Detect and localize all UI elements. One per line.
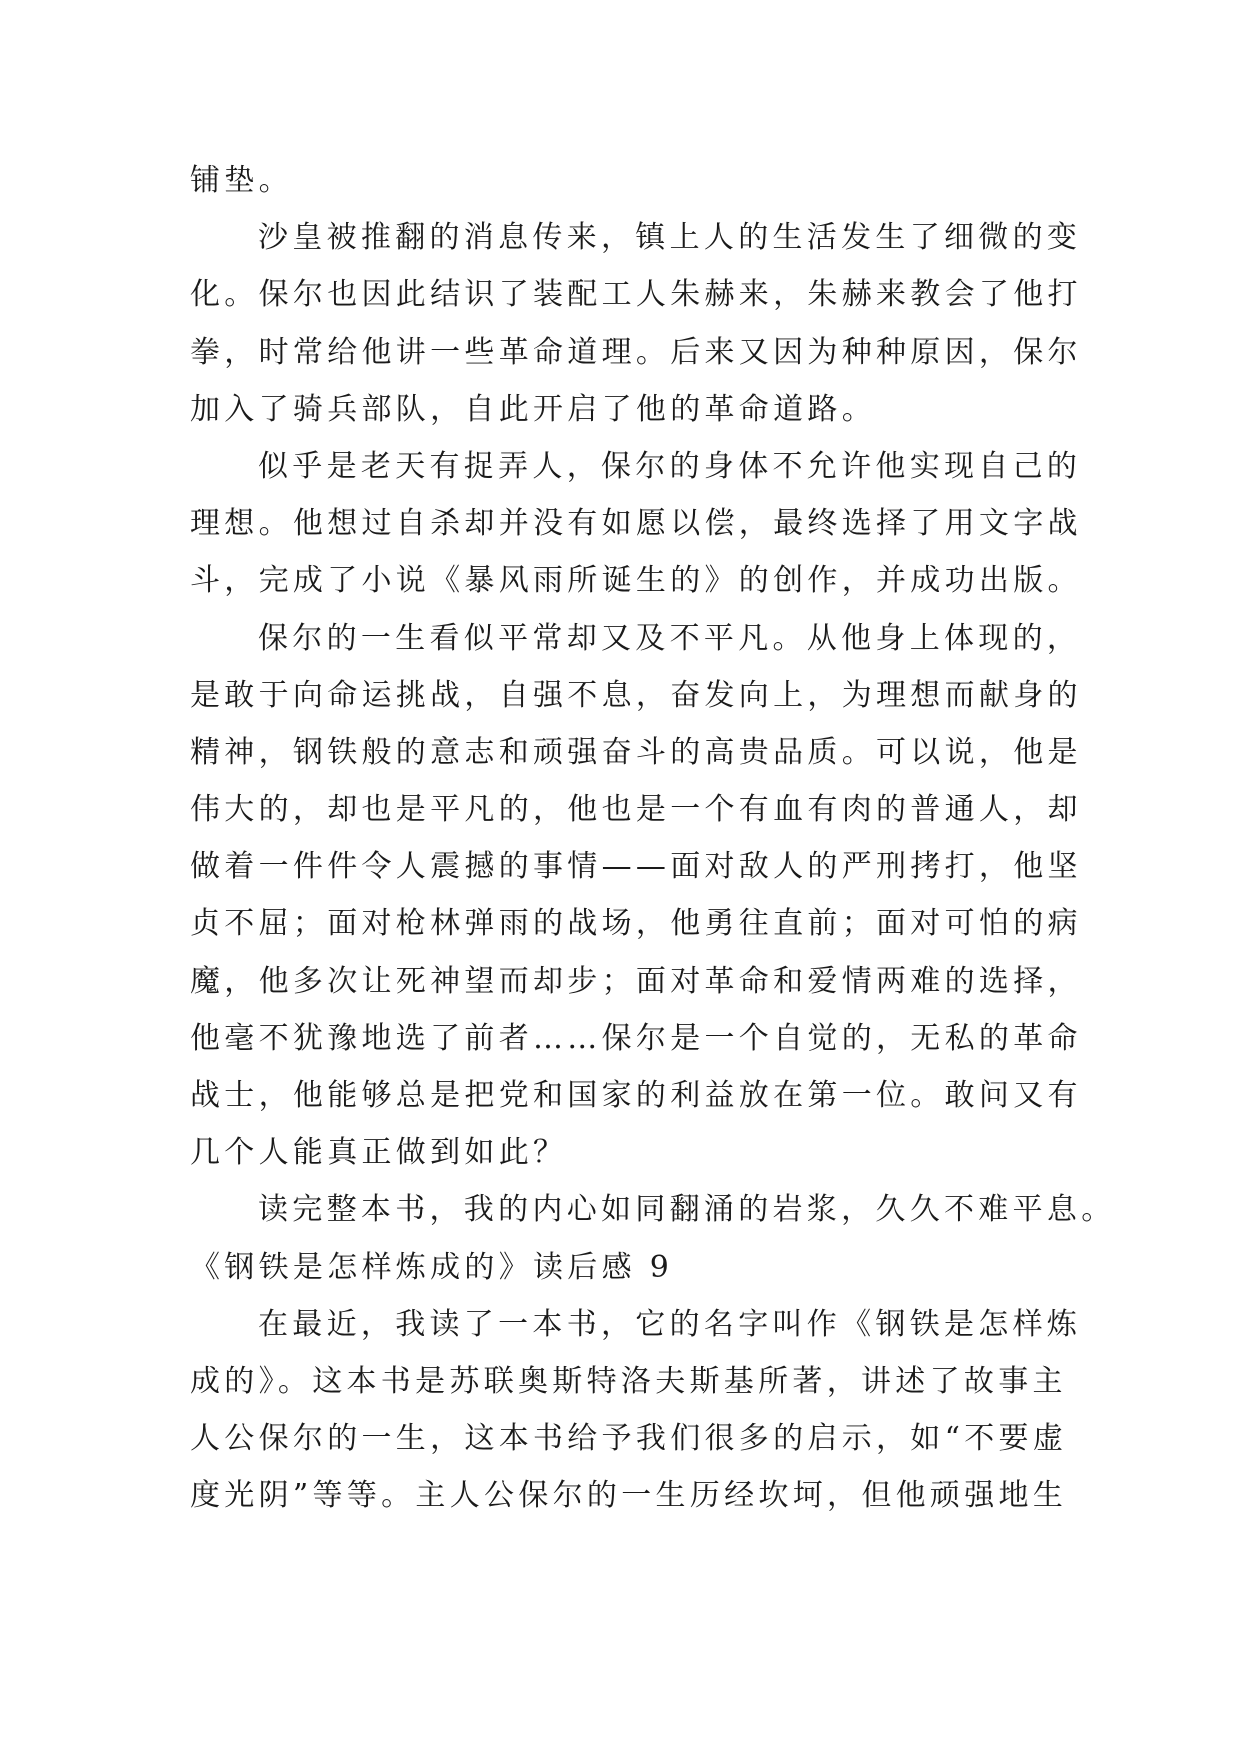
text-line: 成的》。这本书是苏联奥斯特洛夫斯基所著，讲述了故事主 <box>190 1363 1067 1399</box>
text-line: 斗，完成了小说《暴风雨所诞生的》的创作，并成功出版。 <box>190 563 1082 599</box>
text-line: 在最近，我读了一本书，它的名字叫作《钢铁是怎样炼 <box>258 1306 1082 1342</box>
text-line: 加入了骑兵部队，自此开启了他的革命道路。 <box>190 391 876 427</box>
text-line: 精神，钢铁般的意志和顽强奋斗的高贵品质。可以说，他是 <box>190 734 1082 770</box>
text-line: 沙皇被推翻的消息传来，镇上人的生活发生了细微的变 <box>258 220 1082 256</box>
section-heading: 《钢铁是怎样炼成的》读后感 9 <box>190 1249 674 1285</box>
text-line: 贞不屈；面对枪林弹雨的战场，他勇往直前；面对可怕的病 <box>190 906 1082 942</box>
text-line: 几个人能真正做到如此？ <box>190 1135 568 1171</box>
text-line: 保尔的一生看似平常却又及不平凡。从他身上体现的， <box>258 620 1082 656</box>
text-line: 伟大的，却也是平凡的，他也是一个有血有肉的普通人，却 <box>190 792 1082 828</box>
text-line: 战士，他能够总是把党和国家的利益放在第一位。敢问又有 <box>190 1078 1082 1113</box>
text-line: 铺垫。 <box>190 163 293 198</box>
text-line: 度光阴”等等。主人公保尔的一生历经坎坷，但他顽强地生 <box>190 1478 1068 1514</box>
text-line: 魔，他多次让死神望而却步；面对革命和爱情两难的选择， <box>190 963 1082 999</box>
text-line: 做着一件件令人震撼的事情——面对敌人的严刑拷打，他坚 <box>190 849 1082 885</box>
text-line: 读完整本书，我的内心如同翻涌的岩浆，久久不难平息。 <box>258 1192 1116 1228</box>
text-line: 人公保尔的一生，这本书给予我们很多的启示，如“不要虚 <box>190 1421 1068 1457</box>
text-line: 他毫不犹豫地选了前者……保尔是一个自觉的，无私的革命 <box>190 1020 1082 1056</box>
text-line: 是敢于向命运挑战，自强不息，奋发向上，为理想而献身的 <box>190 677 1082 713</box>
text-line: 拳，时常给他讲一些革命道理。后来又因为种种原因，保尔 <box>190 334 1082 370</box>
text-line: 理想。他想过自杀却并没有如愿以偿，最终选择了用文字战 <box>190 506 1082 542</box>
text-line: 化。保尔也因此结识了装配工人朱赫来，朱赫来教会了他打 <box>190 277 1082 313</box>
document-page <box>190 152 1116 1525</box>
text-line: 似乎是老天有捉弄人，保尔的身体不允许他实现自己的 <box>258 448 1082 484</box>
